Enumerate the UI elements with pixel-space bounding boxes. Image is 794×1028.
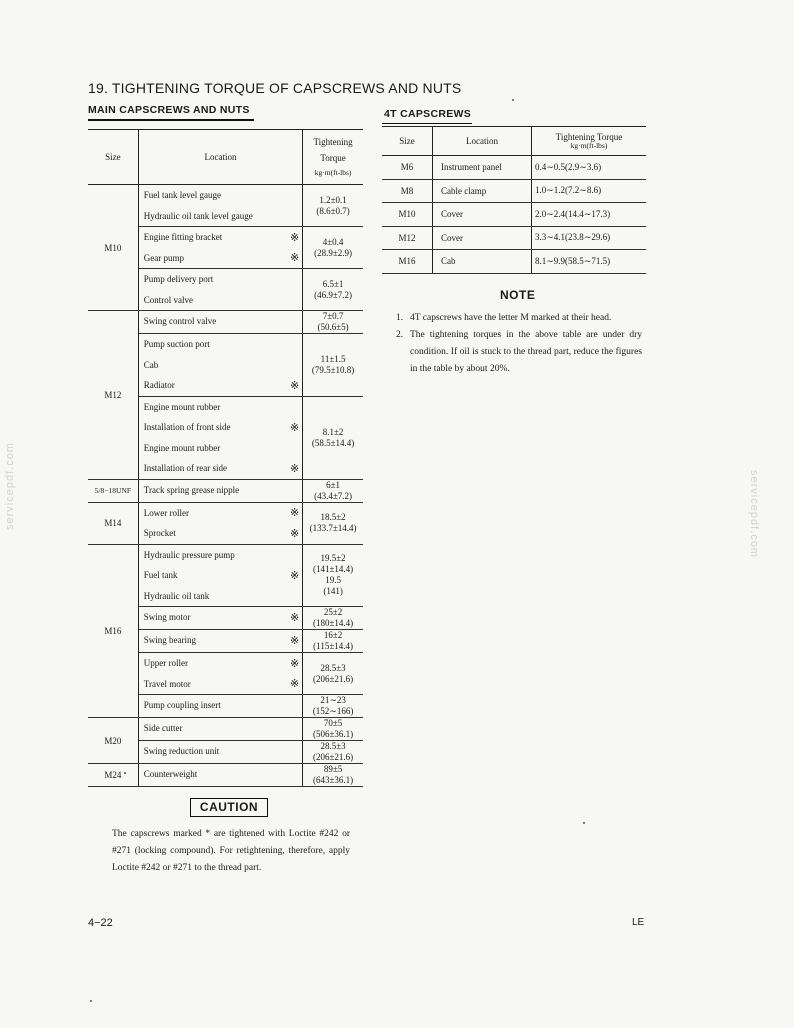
t4-size-cell: M8 xyxy=(382,179,433,203)
size-cell: M12 xyxy=(88,311,138,480)
location-name: Swing motor xyxy=(143,612,191,622)
location-name: Travel motor xyxy=(143,678,191,689)
table-row xyxy=(88,764,363,787)
location-line xyxy=(144,565,302,586)
torque-value: (46.9±7.2) xyxy=(314,289,353,300)
t4-section-underline xyxy=(382,123,472,124)
loctite-mark: ※ xyxy=(289,527,300,540)
t4-torque-table xyxy=(382,126,646,274)
location-name: Pump coupling insert xyxy=(143,700,221,710)
t4-size-cell: M16 xyxy=(382,250,433,274)
loctite-mark: ※ xyxy=(289,379,300,392)
location-line xyxy=(144,458,302,479)
loctite-mark: ※ xyxy=(289,507,300,520)
t4-table-row xyxy=(382,179,646,203)
location-cell xyxy=(138,396,302,479)
torque-cell xyxy=(303,544,363,607)
note-item xyxy=(396,327,642,378)
location-name: Fuel tank level gauge xyxy=(143,190,222,201)
document-code: LE xyxy=(632,917,645,928)
scan-speck xyxy=(583,822,585,824)
note-text: The tightening torques in the above table are under dry condition. If oil is stuck to the thread part, reduce the figures in the table by about 20%. xyxy=(410,330,642,374)
location-line xyxy=(144,630,302,650)
location-cell xyxy=(138,607,302,630)
torque-value: 1.2±0.1 xyxy=(319,194,347,205)
torque-value: (58.5±14.4) xyxy=(311,437,355,448)
loctite-mark: ※ xyxy=(289,657,300,670)
page-title: 19. TIGHTENING TORQUE OF CAPSCREWS AND NUTS xyxy=(88,80,462,96)
watermark-right: servicepdf.com xyxy=(748,470,760,558)
location-line xyxy=(144,375,302,396)
location-name: Engine fitting bracket xyxy=(143,232,223,243)
torque-cell xyxy=(303,185,363,227)
t4-header-torque-unit: kg·m(ft-lbs) xyxy=(570,141,608,150)
location-cell xyxy=(138,502,302,544)
t4-size-cell: M10 xyxy=(382,203,433,227)
t4-torque-cell: 3.3∼4.1(23.8∼29.6) xyxy=(532,226,647,250)
location-line xyxy=(144,607,302,627)
location-cell xyxy=(138,630,302,653)
t4-table-header xyxy=(382,127,646,156)
torque-value: 70±5 xyxy=(323,718,343,728)
location-line xyxy=(144,480,302,500)
location-name: Upper roller xyxy=(143,658,189,669)
t4-size-cell: M12 xyxy=(382,226,433,250)
location-cell xyxy=(138,311,302,334)
torque-value: (50.6±5) xyxy=(317,322,349,332)
torque-value: (152∼166) xyxy=(312,706,354,716)
size-cell: M10 xyxy=(88,185,138,311)
location-name: Swing reduction unit xyxy=(143,746,220,756)
t4-table-body xyxy=(382,127,646,274)
location-line xyxy=(144,227,302,248)
location-line xyxy=(144,653,302,674)
note-list xyxy=(396,310,642,378)
header-torque-line2: Torque xyxy=(320,153,346,163)
torque-value: 28.5±3 xyxy=(320,741,346,751)
torque-value: 6±1 xyxy=(326,479,341,490)
loctite-mark: ※ xyxy=(289,252,300,265)
location-name: Lower roller xyxy=(143,507,190,518)
torque-value: (79.5±10.8) xyxy=(311,364,355,375)
size-cell: M24 xyxy=(88,764,138,787)
t4-torque-cell: 8.1∼9.9(58.5∼71.5) xyxy=(532,250,647,274)
scan-speck xyxy=(124,772,126,774)
torque-value: (206±21.6) xyxy=(313,752,354,762)
torque-value: 19.5 xyxy=(325,575,341,586)
table-row xyxy=(88,718,363,741)
t4-table-row xyxy=(382,156,646,180)
header-location: Location xyxy=(138,130,302,185)
location-name: Engine mount rubber xyxy=(143,401,221,412)
t4-location-cell: Instrument panel xyxy=(433,156,532,180)
location-cell xyxy=(138,227,302,269)
location-line xyxy=(144,290,302,311)
t4-location-cell: Cable clamp xyxy=(433,179,532,203)
location-name: Gear pump xyxy=(143,252,185,263)
torque-value: 11±1.5 xyxy=(320,353,346,364)
torque-cell xyxy=(303,334,363,397)
location-name: Installation of front side xyxy=(143,422,231,433)
torque-value: (206±21.6) xyxy=(313,673,354,684)
torque-value: (115±14.4) xyxy=(313,641,354,651)
t4-location-cell: Cover xyxy=(433,226,532,250)
location-name: Control valve xyxy=(143,294,194,305)
main-torque-table xyxy=(88,129,363,787)
torque-value: 25±2 xyxy=(323,607,343,617)
location-line xyxy=(144,206,302,227)
note-number: 2. xyxy=(396,330,404,340)
torque-value: 18.5±2 xyxy=(320,512,346,522)
location-line xyxy=(144,674,302,695)
torque-cell xyxy=(303,630,363,653)
t4-torque-cell: 1.0∼1.2(7.2∼8.6) xyxy=(532,179,647,203)
location-cell xyxy=(138,741,302,764)
location-line xyxy=(144,718,302,738)
location-name: Hydraulic pressure pump xyxy=(143,549,235,560)
header-size: Size xyxy=(88,130,138,185)
loctite-mark: ※ xyxy=(289,634,300,647)
t4-header-torque-line1: Tightening Torque xyxy=(555,132,623,142)
t4-table-row xyxy=(382,203,646,227)
location-name: Side cutter xyxy=(143,723,183,733)
location-line xyxy=(144,334,302,355)
location-line xyxy=(144,311,302,331)
location-cell xyxy=(138,718,302,741)
size-cell: M20 xyxy=(88,718,138,764)
torque-value: 21∼23 xyxy=(320,695,346,705)
table-row xyxy=(88,544,363,607)
note-item xyxy=(396,310,642,327)
loctite-mark: ※ xyxy=(289,421,300,434)
header-torque-unit: kg·m(ft-lbs) xyxy=(314,168,352,177)
t4-header-torque xyxy=(532,127,647,156)
size-cell: M14 xyxy=(88,502,138,544)
torque-value: (141±14.4) xyxy=(313,564,354,575)
scan-speck xyxy=(512,99,514,101)
note-text: 4T capscrews have the letter M marked at their head. xyxy=(410,313,612,323)
torque-cell xyxy=(303,607,363,630)
torque-cell xyxy=(303,269,363,311)
torque-cell xyxy=(303,311,363,334)
t4-size-cell: M6 xyxy=(382,156,433,180)
torque-cell xyxy=(303,653,363,695)
torque-value: 7±0.7 xyxy=(322,311,344,321)
location-cell xyxy=(138,334,302,397)
caution-text: The capscrews marked * are tightened with Loctite #242 or #271 (locking compound). For retightening, therefore, apply Loctite #242 or #271 to the thread part. xyxy=(112,829,350,873)
torque-value: (180±14.4) xyxy=(313,618,354,628)
location-name: Counterweight xyxy=(143,769,198,779)
t4-table-row xyxy=(382,226,646,250)
torque-value: (141) xyxy=(323,586,343,597)
location-name: Pump delivery port xyxy=(143,274,214,285)
t4-location-cell: Cab xyxy=(433,250,532,274)
torque-cell xyxy=(303,396,363,479)
location-line xyxy=(144,741,302,761)
location-name: Track spring grease nipple xyxy=(143,484,240,495)
torque-value: (506±36.1) xyxy=(313,729,354,739)
location-line xyxy=(144,764,302,784)
location-name: Cab xyxy=(143,359,159,370)
torque-cell xyxy=(303,695,363,718)
loctite-mark: ※ xyxy=(289,231,300,244)
loctite-mark: ※ xyxy=(289,569,300,582)
location-line xyxy=(144,417,302,438)
torque-value: 16±2 xyxy=(323,630,343,640)
watermark-left: servicepdf.com xyxy=(4,442,16,530)
location-line xyxy=(144,503,302,524)
location-line xyxy=(144,248,302,269)
location-line xyxy=(144,355,302,376)
location-name: Radiator xyxy=(143,380,175,391)
header-torque-line1: Tightening xyxy=(313,137,353,147)
main-table-body xyxy=(88,130,363,787)
location-name: Installation of rear side xyxy=(143,463,228,474)
location-name: Sprocket xyxy=(143,528,176,539)
location-line xyxy=(144,269,302,290)
torque-value: (28.9±2.9) xyxy=(314,247,353,258)
loctite-mark: ※ xyxy=(289,462,300,475)
main-table-header xyxy=(88,130,363,185)
location-line xyxy=(144,185,302,206)
table-row xyxy=(88,311,363,334)
torque-value: (8.6±0.7) xyxy=(316,205,350,216)
main-section-title: MAIN CAPSCREWS AND NUTS xyxy=(88,104,250,116)
t4-location-cell: Cover xyxy=(433,203,532,227)
torque-cell xyxy=(303,718,363,741)
location-name: Swing control valve xyxy=(143,316,217,326)
size-cell: 5/8−18UNF xyxy=(88,479,138,502)
location-name: Engine mount rubber xyxy=(143,442,221,453)
location-cell xyxy=(138,764,302,787)
torque-value: 19.5±2 xyxy=(320,553,346,564)
location-cell xyxy=(138,695,302,718)
header-torque xyxy=(303,130,363,185)
location-line xyxy=(144,695,302,715)
torque-value: 89±5 xyxy=(323,764,343,774)
t4-table-row xyxy=(382,250,646,274)
location-name: Fuel tank xyxy=(143,570,178,581)
t4-section-title: 4T CAPSCREWS xyxy=(384,108,472,120)
torque-cell xyxy=(303,479,363,502)
main-section-underline xyxy=(88,119,254,121)
t4-torque-cell: 0.4∼0.5(2.9∼3.6) xyxy=(532,156,647,180)
location-cell xyxy=(138,269,302,311)
location-cell xyxy=(138,479,302,502)
torque-value: (43.4±7.2) xyxy=(314,490,353,501)
torque-value: 6.5±1 xyxy=(322,278,344,289)
caution-label: CAUTION xyxy=(190,798,268,817)
location-cell xyxy=(138,653,302,695)
location-line xyxy=(144,523,302,544)
location-line xyxy=(144,438,302,459)
torque-cell xyxy=(303,764,363,787)
loctite-mark: ※ xyxy=(289,611,300,624)
location-cell xyxy=(138,185,302,227)
t4-torque-cell: 2.0∼2.4(14.4∼17.3) xyxy=(532,203,647,227)
note-heading: NOTE xyxy=(500,288,536,302)
location-line xyxy=(144,586,302,607)
t4-header-size: Size xyxy=(382,127,433,156)
table-row xyxy=(88,185,363,227)
location-name: Hydraulic oil tank level gauge xyxy=(143,210,253,221)
location-line xyxy=(144,397,302,418)
note-number: 1. xyxy=(396,313,404,323)
scan-speck xyxy=(90,1000,92,1002)
torque-value: 28.5±3 xyxy=(320,662,346,673)
torque-value: (643±36.1) xyxy=(313,775,354,785)
size-cell: M16 xyxy=(88,544,138,718)
table-row xyxy=(88,502,363,544)
location-name: Hydraulic oil tank xyxy=(143,590,210,601)
location-line xyxy=(144,545,302,566)
location-name: Pump suction port xyxy=(143,339,210,350)
torque-value: 8.1±2 xyxy=(322,426,344,437)
torque-cell xyxy=(303,227,363,269)
torque-cell xyxy=(303,741,363,764)
t4-header-location: Location xyxy=(433,127,532,156)
torque-value: 4±0.4 xyxy=(322,236,344,247)
torque-value: (133.7±14.4) xyxy=(309,523,357,533)
torque-cell xyxy=(303,502,363,544)
loctite-mark: ※ xyxy=(289,678,300,691)
page-number: 4−22 xyxy=(88,917,113,929)
location-name: Swing bearing xyxy=(143,635,197,645)
location-cell xyxy=(138,544,302,607)
table-row xyxy=(88,479,363,502)
